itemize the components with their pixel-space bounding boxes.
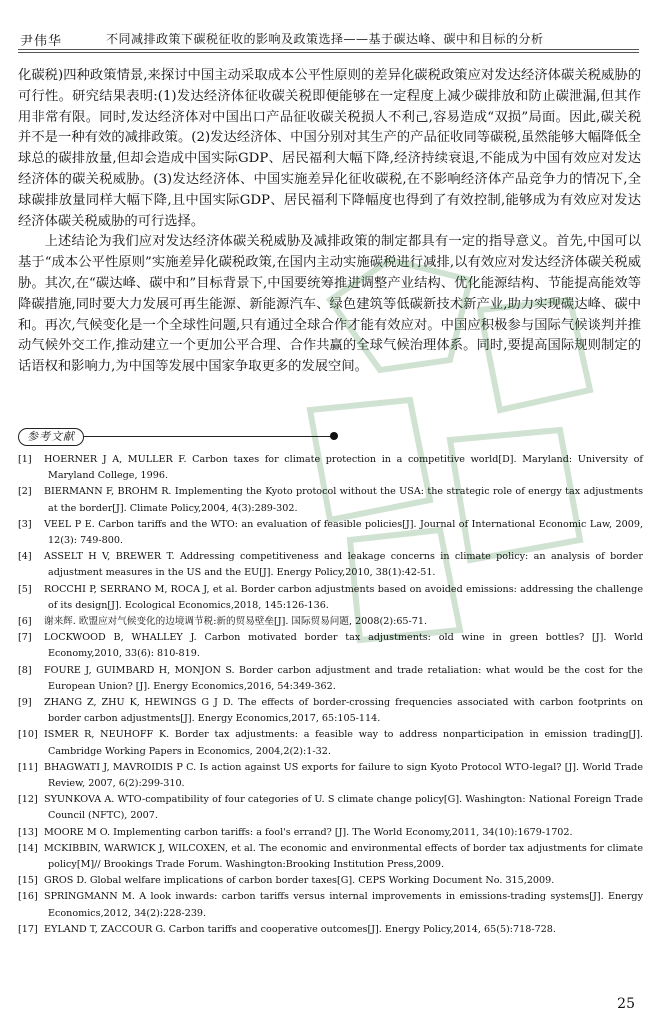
references-rule [82, 436, 332, 437]
reference-item: [5] ROCCHI P, SERRANO M, ROCA J, et al. Border carbon adjustments based on avoided emissions: addressing the challenge of its design[J]. Ecological Economics,2018, 145:126-136. [18, 583, 643, 611]
reference-item: [9] ZHANG Z, ZHU K, HEWINGS G J D. The effects of border-crossing frequencies associated with carbon footprints on border carbon adjustments[J]. Energy Economics,2017, 65:105-114. [18, 697, 643, 725]
reference-item: [16] SPRINGMANN M. A look inwards: carbon tariffs versus internal improvements in emissions-trading systems[J]. Energy Economics,2012, 34(2):228-239. [18, 891, 643, 919]
reference-item: [14] MCKIBBIN, WARWICK J, WILCOXEN, et al. The economic and environmental effects of border tax adjustments for climate policy[M]// Brookings Trade Forum. Washington:Brooking Institution Press,2009. [18, 842, 643, 871]
page-number: 25 [617, 996, 635, 1012]
reference-item: [12] SYUNKOVA A. WTO-compatibility of four categories of U. S climate change policy[G]. Washington: National Foreign Trade Council (NFTC), 2007. [18, 794, 643, 822]
running-header [18, 8, 639, 53]
header-double-rule [18, 49, 639, 50]
body-paragraph-1: 化碳税)四种政策情景,来探讨中国主动采取成本公平性原则的差异化碳税政策应对发达经济体碳关税威胁的可行性。研究结果表明:(1)发达经济体征收碳关税即便能够在一定程度上减少碳排放和防止碳泄漏,但其作用非常有限。同时,发达经济体对中国出口产品征收碳关税损人不利己,容易造成“双损”局面。因此,碳关税并不是一种有效的减排政策。(2)发达经济体、中国分别对其生产的产品征收同等碳税,虽然能够大幅降低全球总的碳排放量,但却会造成中国实际GDP、居民福利大幅下降,经济持续衰退,不能成为中国有效应对发达经济体的碳关税威胁。(3)发达经济体、中国实施差异化征收碳税,在不影响经济体产品竞争力的情况下,全球碳排放量同样大幅下降,且中国实际GDP、居民福利下降幅度也得到了有效控制,能够成为有效应对发达经济体碳关税威胁的可行选择。 [18, 68, 641, 229]
article-body [18, 66, 641, 378]
header-title: 不同减排政策下碳税征收的影响及政策选择——基于碳达峰、碳中和目标的分析 [106, 32, 544, 46]
reference-item: [13] MOORE M O. Implementing carbon tariffs: a fool's errand? [J]. The World Economy,2011, 34(10):1679-1702. [18, 826, 573, 838]
reference-item: [17] EYLAND T, ZACCOUR G. Carbon tariffs and cooperative outcomes[J]. Energy Policy,2014, 65(5):718-728. [18, 923, 556, 935]
reference-item: [8] FOURE J, GUIMBARD H, MONJON S. Border carbon adjustment and trade retaliation: what would be the cost for the European Union? [J]. Energy Economics,2016, 54:349-362. [18, 664, 643, 692]
reference-item: [11] BHAGWATI J, MAVROIDIS P C. Is action against US exports for failure to sign Kyoto Protocol WTO-legal? [J]. World Trade Review, 2007, 6(2):299-310. [18, 761, 643, 790]
reference-item: [1] HOERNER J A, MULLER F. Carbon taxes for climate protection in a competitive world[D]. Maryland: University of Maryland College, 1996. [18, 454, 643, 482]
references-list [18, 452, 643, 938]
reference-item: [2] BIERMANN F, BROHM R. Implementing the Kyoto protocol without the USA: the strategic role of energy tax adjustments at the border[J]. Climate Policy,2004, 4(3):289-302. [18, 486, 643, 514]
references-heading-label: 参考文献 [18, 428, 84, 446]
reference-item: [15] GROS D. Global welfare implications of carbon border taxes[G]. CEPS Working Document No. 315,2009. [18, 875, 555, 887]
header-author: 尹伟华 [20, 34, 63, 49]
references-heading [18, 426, 328, 448]
reference-item: [3] VEEL P E. Carbon tariffs and the WTO: an evaluation of feasible policies[J]. Journal of International Economic Law, 2009, 12(3): 749-800. [18, 518, 643, 547]
reference-item: [4] ASSELT H V, BREWER T. Addressing competitiveness and leakage concerns in climate policy: an analysis of border adjustment measures in the US and the EU[J]. Energy Policy,2010, 38(1):42-51. [18, 551, 643, 579]
body-paragraph-2: 上述结论为我们应对发达经济体碳关税威胁及减排政策的制定都具有一定的指导意义。首先,中国可以基于“成本公平性原则”实施差异化碳税政策,在国内主动实施碳税进行减排,以有效应对发达经济体碳关税威胁。其次,在“碳达峰、碳中和”目标背景下,中国要统筹推进调整产业结构、优化能源结构、节能提高能效等降碳措施,同时要大力发展可再生能源、新能源汽车、绿色建筑等低碳新技术新产业,助力实现碳达峰、碳中和。再次,气候变化是一个全球性问题,只有通过全球合作才能有效应对。中国应积极参与国际气候谈判并推动气候外交工作,推动建立一个更加公平合理、合作共赢的全球气候治理体系。同时,要提高国际规则制定的话语权和影响力,为中国等发展中国家争取更多的发展空间。 [18, 234, 641, 375]
reference-item: [7] LOCKWOOD B, WHALLEY J. Carbon motivated border tax adjustments: old wine in green bottles? [J]. World Economy,2010, 33(6): 810-819. [18, 632, 643, 660]
reference-item: [6] 谢来辉. 欧盟应对气候变化的边境调节税:新的贸易壁垒[J]. 国际贸易问题, 2008(2):65-71. [18, 616, 428, 628]
reference-item: [10] ISMER R, NEUHOFF K. Border tax adjustments: a feasible way to address nonparticipation in emission trading[J]. Cambridge Working Papers in Economics, 2004,2(2):1-32. [18, 729, 643, 757]
references-rule-dot [330, 432, 338, 440]
